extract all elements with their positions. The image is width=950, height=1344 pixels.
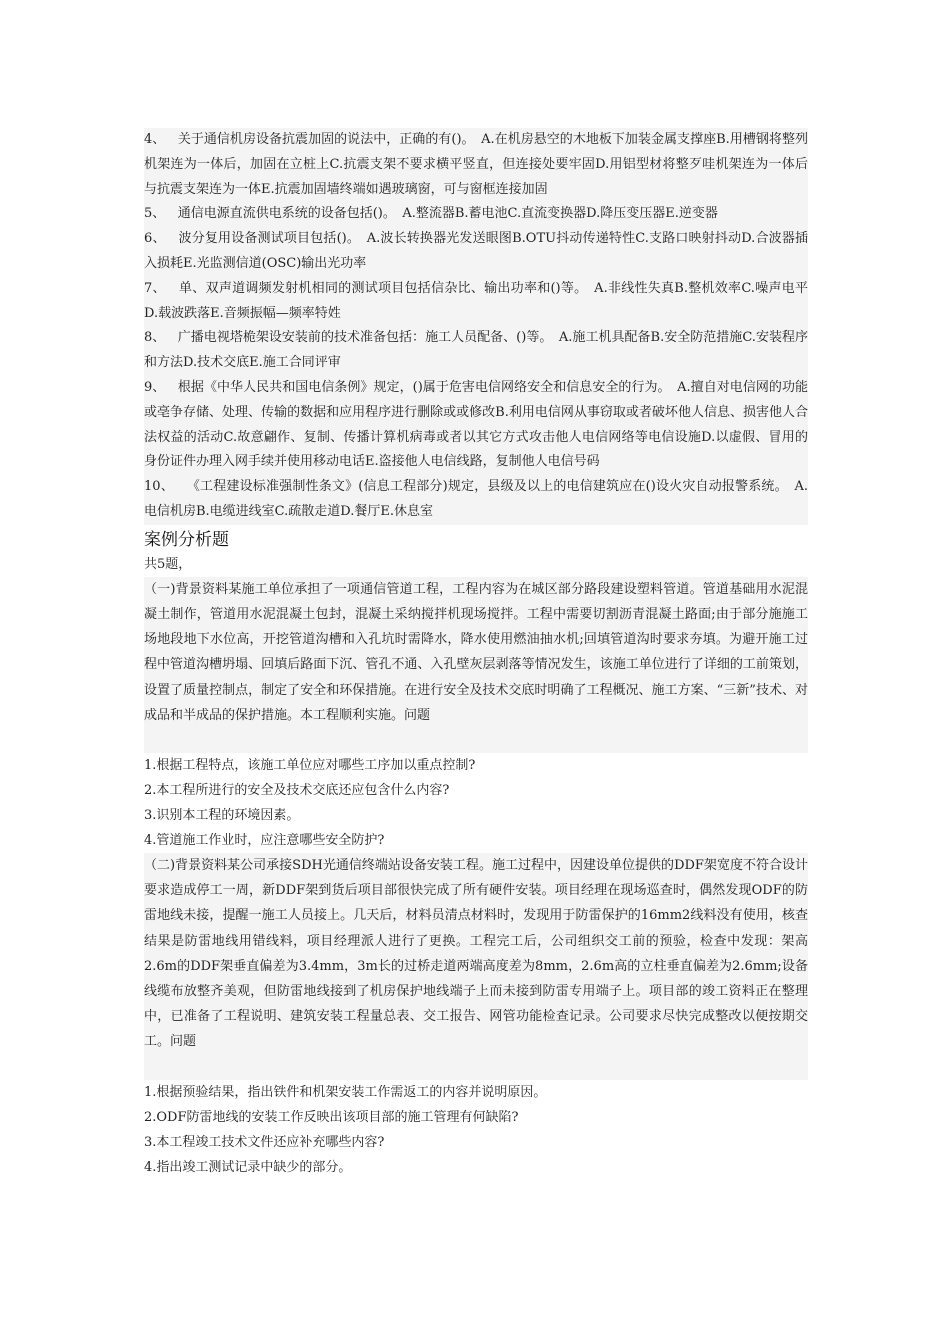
case-1-question-1: 1.根据工程特点，该施工单位应对哪些工序加以重点控制? [144, 757, 476, 773]
question-number: 4、 [144, 132, 166, 147]
question-10 [144, 475, 808, 525]
case-1-question-4: 4.管道施工作业时，应注意哪些安全防护? [144, 832, 385, 848]
question-number: 5、 [144, 206, 166, 222]
question-text: 《工程建设标准强制性条文》(信息工程部分)规定，县级及以上的电信建筑应在()设火灾自动报警系统。 A.电信机房B.电缆进线室C.疏散走道D.餐厅E.休息室 [144, 479, 808, 519]
question-number: 9、 [144, 379, 166, 395]
question-7 [144, 277, 808, 327]
question-count: 共5题， [144, 556, 192, 572]
question-9 [144, 376, 808, 475]
document-content [144, 128, 808, 1180]
case-2-question-3: 3.本工程竣工技术文件还应补充哪些内容? [144, 1134, 385, 1150]
question-6 [144, 227, 808, 277]
question-text: 单、双声道调频发射机相同的测试项目包括信杂比、输出功率和()等。 A.非线性失真B.整机效率C.噪声电平D.载波跌落E.音频振幅—频率特姓 [144, 280, 808, 321]
case-2-background: （二)背景资料某公司承接SDH光通信终端站设备安装工程。施工过程中，因建设单位提供的DDF架宽度不符合设计要求造成停工一周，新DDF架到货后项目部很快完成了所有硬件安装。项目经理在现场巡查时，偶然发现ODF的防雷地线未接，提醒一施工人员接上。几天后，材料员清点材料时，发现用于防雷保护的16mm2线料没有使用，核查结果是防雷地线用错线料，项目经理派人进行了更换。工程完工后，公司组织交工前的预验，检查中发现：架高2.6m的DDF架垂直偏差为3.4mm，3m长的过桥走道两端高度差为8mm，2.6m高的立柱垂直偏差为2.6mm;设备线缆布放整齐美观，但防雷地线接到了机房保护地线端子上而未接到防雷专用端子上。项目部的竣工资料正在整理中，已准备了工程说明、建筑安装工程量总表、交工报告、网管功能检查记录。公司要求尽快完成整改以便按期交工。问题 [144, 857, 808, 1050]
question-5 [144, 202, 808, 227]
question-text: 波分复用设备测试项目包括()。 A.波长转换器光发送眼图B.OTU抖动传递特性C.支路口映射抖动D.合波器插入损耗E.光监测信道(OSC)输出光功率 [144, 231, 808, 271]
question-number: 7、 [144, 280, 166, 296]
multiple-choice-block [144, 128, 808, 525]
question-text: 根据《中华人民共和国电信条例》规定，()属于危害电信网络安全和信息安全的行为。 A.擅自对电信网的功能或亳争存储、处理、传输的数据和应用程序进行删除或或修改B.利用电信网从事窃取或者破坏他人信息、损害他人合法权益的活动C.故意翩作、复制、传播计算机病毒或者以其它方式攻击他人电信网络等电信设施D.以虚假、冒用的身份证件办理入网手续并使用移动电话E.盗接他人电信线路，复制他人电信号码 [144, 379, 808, 470]
question-text: 广播电视塔桅架设安装前的技术准备包括：施工人员配备、()等。 A.施工机具配备B.安全防范措施C.安装程序和方法D.技术交底E.施工合同评审 [144, 330, 808, 371]
question-text: 关于通信机房设备抗震加固的说法中，正确的有()。 A.在机房悬空的木地板下加装金属支撑座B.用槽钢将整列机架连为一体后，加固在立桩上C.抗震支架不要求横平竖直，但连接处要牢固D.用铝型材将整歹哇机架连为一体后与抗震支架连为一体E.抗震加固墙终端如遇玻璃窗，可与窗框连接加固 [144, 132, 808, 197]
question-8 [144, 326, 808, 376]
case-1-question-2: 2.本工程所进行的安全及技术交底还应包含什么内容? [144, 782, 450, 798]
case-1-background: （一)背景资料某施工单位承担了一项通信管道工程，工程内容为在城区部分路段建设塑料管道。管道基础用水泥混凝土制作，管道用水泥混凝土包封，混凝土采纳搅拌机现场搅拌。工程中需要切割沥青混凝土路面;由于部分施施工场地段地下水位高，开挖管道沟槽和入孔坑时需降水，降水使用燃油抽水机;回填管道沟时要求夯填。为避开施工过程中管道沟槽坍塌、回填后路面下沉、管孔不通、入孔壁灰层剥落等情况发生，该施工单位进行了详细的工前策划，设置了质量控制点，制定了安全和环保措施。在进行安全及技术交底时明确了工程概况、施工方案、“三新”技术、对成品和半成品的保护措施。本工程顺利实施。问题 [144, 581, 808, 723]
question-number: 8、 [144, 330, 166, 346]
case-2-question-4: 4.指出竣工测试记录中缺少的部分。 [144, 1159, 352, 1175]
case-2-question-2: 2.ODF防雷地线的安装工作反映出该项目部的施工管理有何缺陷? [144, 1109, 519, 1125]
case-2 [144, 853, 808, 1080]
question-number: 10、 [144, 479, 174, 495]
question-number: 6、 [144, 231, 166, 247]
question-text: 通信电源直流供电系统的设备包括()。 A.整流器B.蓄电池C.直流变换器D.降压变压器E.逆变器 [177, 206, 718, 222]
case-1 [144, 577, 808, 753]
question-4 [144, 128, 808, 202]
case-1-question-3: 3.识别本工程的环境因素。 [144, 807, 300, 823]
section-title: 案例分析题 [144, 529, 229, 550]
spacer [144, 1055, 808, 1080]
case-2-question-1: 1.根据预验结果，指出铁件和机架安装工作需返工的内容并说明原因。 [144, 1084, 547, 1100]
spacer [144, 728, 808, 753]
